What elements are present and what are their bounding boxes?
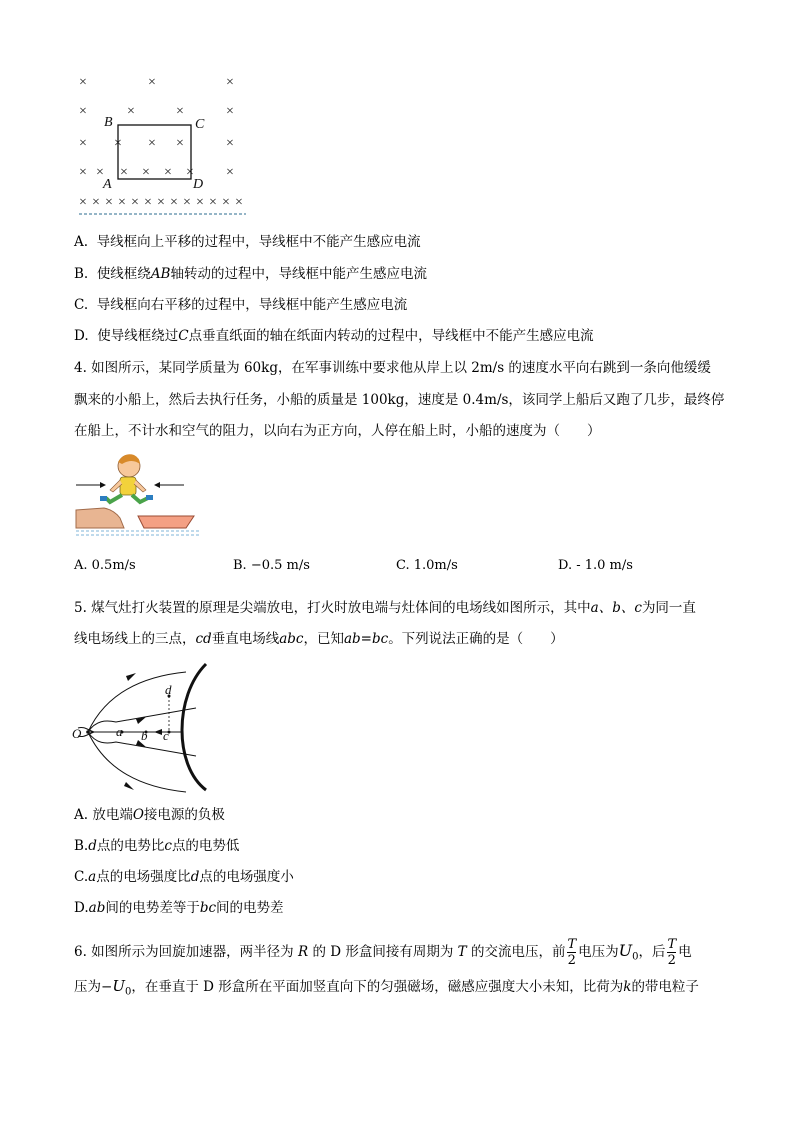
burner-plate-arc: [182, 664, 206, 790]
cross-mark: ×: [186, 165, 194, 180]
q4-option-d: D. ‐ 1.0 m/s: [558, 558, 633, 573]
q3-option-b: B. 使线框绕AB轴转动的过程中，导线框中能产生感应电流: [74, 266, 427, 282]
q3-option-a: A. 导线框向上平移的过程中，导线框中不能产生感应电流: [74, 234, 421, 250]
cross-mark: ×: [105, 195, 113, 210]
fraction-t-over-2: $\frac{T}{2}$: [567, 937, 577, 968]
figure-wire-frame-magnetic-field: [74, 68, 254, 218]
cross-mark: ×: [79, 165, 87, 180]
cross-mark: ×: [118, 195, 126, 210]
q3-option-c: C. 导线框向右平移的过程中，导线框中能产生感应电流: [74, 297, 408, 313]
cross-mark: ×: [79, 75, 87, 90]
q5-stem-line-2: 线电场线上的三点，cd垂直电场线abc，已知ab=bc。下列说法正确的是（ ）: [74, 631, 564, 647]
boy-figure: [100, 454, 153, 502]
bottom-cross-row: [79, 195, 243, 210]
cross-mark: ×: [183, 195, 191, 210]
label-d: D: [193, 177, 204, 192]
figure-electric-field-lines: [66, 656, 216, 796]
cross-mark: ×: [114, 136, 122, 151]
cross-mark: ×: [170, 195, 178, 210]
label-a: A: [103, 177, 112, 192]
magnetic-field-crosses: [79, 75, 234, 180]
cross-mark: ×: [142, 165, 150, 180]
cross-mark: ×: [226, 104, 234, 119]
q3-option-d: D. 使导线框绕过C点垂直纸面的轴在纸面内转动的过程中，导线框中不能产生感应电流: [74, 328, 594, 344]
left-arrow-icon: [154, 482, 184, 488]
cross-mark: ×: [164, 165, 172, 180]
q6-stem-line-2: 压为$-U_0$，在垂直于 D 形盒所在平面加竖直向下的匀强磁场，磁感应强度大小未知，比荷为k的带电粒子: [74, 977, 699, 998]
cross-mark: ×: [176, 136, 184, 151]
label-b-point: b: [141, 728, 148, 743]
label-b: B: [104, 115, 113, 130]
cross-mark: ×: [176, 104, 184, 119]
cross-mark: ×: [148, 136, 156, 151]
cross-mark: ×: [226, 165, 234, 180]
label-c: C: [195, 117, 205, 132]
cross-mark: ×: [127, 104, 135, 119]
cross-mark: ×: [226, 75, 234, 90]
fraction-t-over-2: $\frac{T}{2}$: [667, 937, 677, 968]
q4-option-c: C. 1.0m/s: [396, 558, 458, 573]
cross-mark: ×: [96, 165, 104, 180]
q4-option-b: B. −0.5 m/s: [233, 558, 310, 573]
cross-mark: ×: [131, 195, 139, 210]
right-arrow-icon: [76, 482, 106, 488]
cross-mark: ×: [144, 195, 152, 210]
cross-mark: ×: [79, 195, 87, 210]
cross-mark: ×: [235, 195, 243, 210]
figure-boy-jumping-boat: [74, 450, 204, 540]
water-lines: [76, 531, 200, 535]
label-a-point: a: [116, 724, 123, 739]
q5-option-c: C.a点的电场强度比d点的电场强度小: [74, 869, 294, 885]
q5-option-d: D.ab间的电势差等于bc间的电势差: [74, 900, 284, 916]
q5-option-b: B.d点的电势比c点的电势低: [74, 838, 240, 854]
q5-option-a: A. 放电端O接电源的负极: [74, 807, 225, 823]
boat-shape: [138, 516, 194, 528]
cross-mark: ×: [196, 195, 204, 210]
cross-mark: ×: [120, 165, 128, 180]
q5-stem-line-1: 5. 煤气灶打火装置的原理是尖端放电，打火时放电端与灶体间的电场线如图所示，其中a、b、c为同一直: [74, 600, 696, 616]
wire-frame-rect: [118, 125, 191, 179]
label-o: O: [72, 726, 82, 741]
q4-option-a: A. 0.5m/s: [74, 558, 136, 573]
q6-stem-line-1: 6. 如图所示为回旋加速器，两半径为 R 的 D 形盒间接有周期为 T 的交流电压，前 $\frac{T}{2}$ 电压为$U_0$，后 $\frac{T}{2}$ 电: [74, 937, 692, 968]
cross-mark: ×: [79, 136, 87, 151]
q4-stem-line-2: 飘来的小船上，然后去执行任务，小船的质量是 100kg，速度是 0.4m/s，该同学上船后又跑了几步，最终停: [74, 392, 725, 408]
q4-stem-line-3: 在船上，不计水和空气的阻力，以向右为正方向，人停在船上时，小船的速度为（ ）: [74, 423, 601, 439]
cross-mark: ×: [209, 195, 217, 210]
cross-mark: ×: [222, 195, 230, 210]
shore-shape: [76, 508, 124, 528]
cross-mark: ×: [92, 195, 100, 210]
cross-mark: ×: [79, 104, 87, 119]
q4-stem-line-1: 4. 如图所示，某同学质量为 60kg，在军事训练中要求他从岸上以 2m/s 的速度水平向右跳到一条向他缓缓: [74, 360, 711, 376]
cross-mark: ×: [157, 195, 165, 210]
label-c-point: c: [163, 728, 169, 743]
label-d-point: d: [165, 682, 172, 697]
cross-mark: ×: [148, 75, 156, 90]
cross-mark: ×: [226, 136, 234, 151]
